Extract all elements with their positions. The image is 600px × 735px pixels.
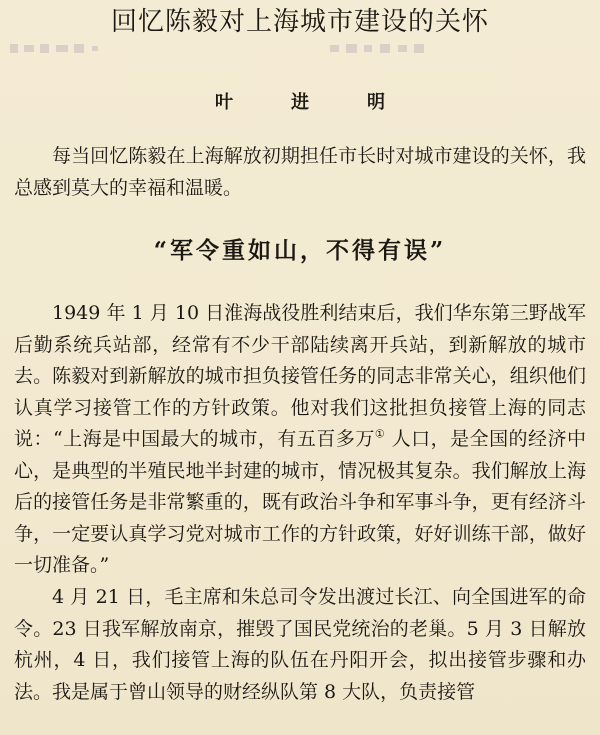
section-heading: “军令重如山，不得有误” [153, 237, 447, 264]
article-author: 叶 进 明 [215, 92, 405, 113]
body-paragraph-1-text-a: 1949 年 1 月 10 日淮海战役胜利结束后，我们华东第三野战军后勤系统兵站部，经常有不少干部陆续离开兵站，到新解放的城市去。陈毅对到新解放的城市担负接管任务的同志非常关心，组织他们认真学习接管工作的方针政策。他对我们这批担负接管上海的同志说：“上海是中国最大的城市，有五百多万 [14, 302, 586, 450]
article-title: 回忆陈毅对上海城市建设的关怀 [110, 7, 489, 37]
intro-paragraph: 每当回忆陈毅在上海解放初期担任市长时对城市建设的关怀，我总感到莫大的幸福和温暖。 [14, 145, 586, 199]
body-paragraph-2: 4 月 21 日，毛主席和朱总司令发出渡过长江、向全国进军的命令。23 日我军解放南京，摧毁了国民党统治的老巢。5 月 3 日解放杭州，4 日，我们接管上海的队伍在丹阳开会，拟出接管步骤和办法。我是属于曾山领导的财经纵队第 8 大队，负责接管 [14, 586, 586, 703]
faded-stamp-mark [10, 40, 570, 58]
body-paragraph-1 [14, 298, 586, 582]
body-paragraph-1-text-b: 人口，是全国的经济中心，是典型的半殖民地半封建的城市，情况极其复杂。我们解放上海后的接管任务是非常繁重的，既有政治斗争和军事斗争，更有经济斗争，一定要认真学习党对城市工作的方针政策，好好训练干部，做好一切准备。” [14, 428, 586, 576]
footnote-marker[interactable]: ① [374, 427, 386, 441]
